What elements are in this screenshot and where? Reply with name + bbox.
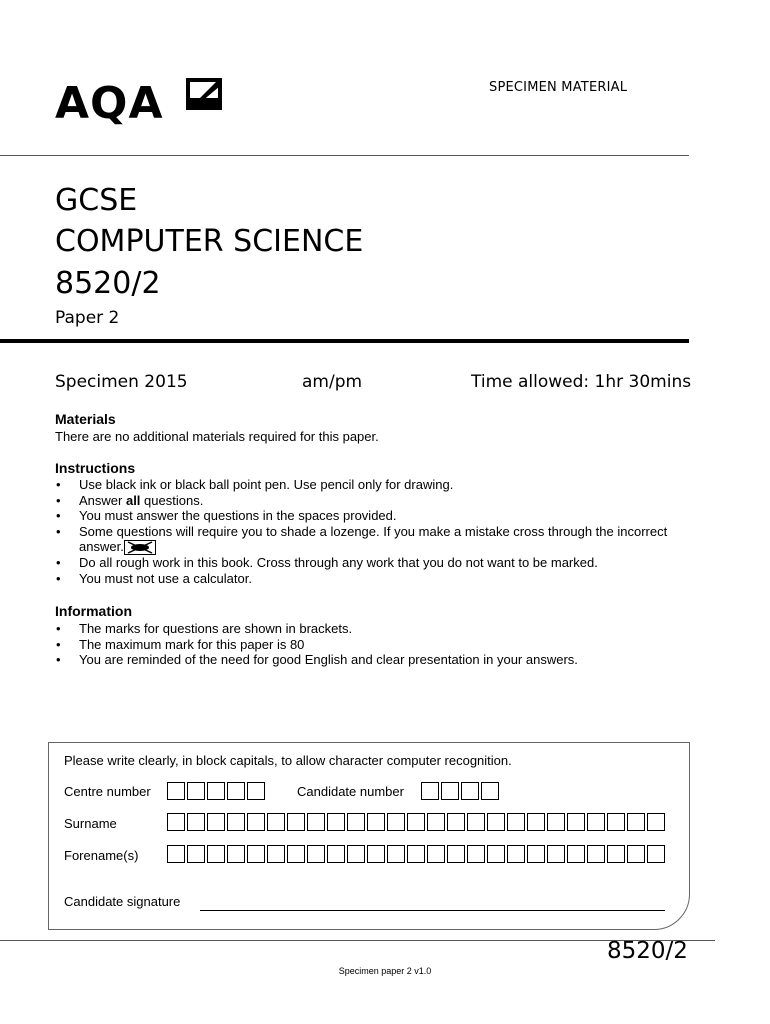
char-box[interactable] bbox=[187, 813, 205, 831]
char-box[interactable] bbox=[447, 813, 465, 831]
char-box[interactable] bbox=[587, 845, 605, 863]
char-box[interactable] bbox=[507, 845, 525, 863]
char-box[interactable] bbox=[247, 845, 265, 863]
char-box[interactable] bbox=[527, 813, 545, 831]
paper-number: Paper 2 bbox=[55, 308, 120, 328]
forename-field[interactable] bbox=[167, 845, 667, 863]
centre-number-field[interactable] bbox=[167, 782, 267, 800]
char-box[interactable] bbox=[227, 845, 245, 863]
form-intro: Please write clearly, in block capitals, to allow character computer recognition. bbox=[64, 753, 512, 768]
char-box[interactable] bbox=[427, 845, 445, 863]
char-box[interactable] bbox=[347, 813, 365, 831]
char-box[interactable] bbox=[307, 813, 325, 831]
char-box[interactable] bbox=[367, 845, 385, 863]
aqa-logo bbox=[55, 78, 225, 130]
list-item-text: Answer bbox=[79, 492, 126, 508]
char-box[interactable] bbox=[267, 813, 285, 831]
centre-number-label: Centre number bbox=[64, 784, 151, 799]
list-item: • Do all rough work in this book. Cross through any work that you do not want to be marked. bbox=[55, 555, 675, 571]
list-item-emphasis: all bbox=[125, 492, 141, 508]
logo-text: AQA bbox=[55, 78, 164, 129]
time-of-day: am/pm bbox=[302, 372, 363, 392]
candidate-number-label: Candidate number bbox=[297, 784, 404, 799]
char-box[interactable] bbox=[507, 813, 525, 831]
char-box[interactable] bbox=[427, 813, 445, 831]
information-list bbox=[55, 621, 675, 668]
materials-heading: Materials bbox=[55, 411, 116, 427]
char-box[interactable] bbox=[287, 813, 305, 831]
char-box[interactable] bbox=[187, 782, 205, 800]
header-divider bbox=[0, 155, 689, 156]
list-item-text: questions. bbox=[140, 492, 204, 508]
char-box[interactable] bbox=[441, 782, 459, 800]
char-box[interactable] bbox=[287, 845, 305, 863]
list-item bbox=[55, 493, 675, 509]
crossed-lozenge-icon bbox=[124, 540, 156, 555]
subject-title: COMPUTER SCIENCE bbox=[55, 224, 364, 259]
char-box[interactable] bbox=[567, 813, 585, 831]
list-item: • You are reminded of the need for good English and clear presentation in your answers. bbox=[55, 652, 675, 668]
paper-code: 8520/2 bbox=[607, 938, 688, 964]
session-label: Specimen 2015 bbox=[55, 372, 188, 392]
time-allowed: Time allowed: 1hr 30mins bbox=[471, 372, 692, 392]
char-box[interactable] bbox=[467, 813, 485, 831]
char-box[interactable] bbox=[207, 782, 225, 800]
signature-line[interactable] bbox=[200, 910, 665, 911]
char-box[interactable] bbox=[267, 845, 285, 863]
char-box[interactable] bbox=[347, 845, 365, 863]
char-box[interactable] bbox=[567, 845, 585, 863]
char-box[interactable] bbox=[307, 845, 325, 863]
list-item: • You must not use a calculator. bbox=[55, 571, 675, 587]
char-box[interactable] bbox=[167, 782, 185, 800]
materials-text: There are no additional materials required for this paper. bbox=[55, 429, 379, 444]
char-box[interactable] bbox=[461, 782, 479, 800]
signature-label: Candidate signature bbox=[64, 894, 181, 909]
char-box[interactable] bbox=[547, 845, 565, 863]
char-box[interactable] bbox=[207, 845, 225, 863]
logo-mark-icon bbox=[186, 78, 222, 110]
list-item: • You must answer the questions in the spaces provided. bbox=[55, 508, 675, 524]
char-box[interactable] bbox=[627, 813, 645, 831]
char-box[interactable] bbox=[487, 845, 505, 863]
char-box[interactable] bbox=[627, 845, 645, 863]
char-box[interactable] bbox=[407, 813, 425, 831]
forename-label: Forename(s) bbox=[64, 848, 139, 863]
title-divider bbox=[0, 339, 689, 343]
char-box[interactable] bbox=[167, 813, 185, 831]
char-box[interactable] bbox=[607, 813, 625, 831]
char-box[interactable] bbox=[647, 813, 665, 831]
char-box[interactable] bbox=[407, 845, 425, 863]
char-box[interactable] bbox=[387, 813, 405, 831]
candidate-number-field[interactable] bbox=[421, 782, 501, 800]
char-box[interactable] bbox=[327, 845, 345, 863]
char-box[interactable] bbox=[207, 813, 225, 831]
char-box[interactable] bbox=[447, 845, 465, 863]
list-item: • The marks for questions are shown in brackets. bbox=[55, 621, 675, 637]
version-label: Specimen paper 2 v1.0 bbox=[338, 966, 432, 976]
char-box[interactable] bbox=[167, 845, 185, 863]
char-box[interactable] bbox=[227, 813, 245, 831]
char-box[interactable] bbox=[227, 782, 245, 800]
char-box[interactable] bbox=[327, 813, 345, 831]
char-box[interactable] bbox=[481, 782, 499, 800]
list-item-text: Some questions will require you to shade a lozenge. If you make a mistake cross through the incorrect answer. bbox=[79, 523, 668, 555]
char-box[interactable] bbox=[387, 845, 405, 863]
list-item: • The maximum mark for this paper is 80 bbox=[55, 637, 675, 653]
char-box[interactable] bbox=[187, 845, 205, 863]
paper-code-title: 8520/2 bbox=[55, 266, 161, 301]
char-box[interactable] bbox=[527, 845, 545, 863]
char-box[interactable] bbox=[607, 845, 625, 863]
char-box[interactable] bbox=[647, 845, 665, 863]
specimen-label: SPECIMEN MATERIAL bbox=[489, 80, 628, 95]
surname-label: Surname bbox=[64, 816, 117, 831]
char-box[interactable] bbox=[367, 813, 385, 831]
char-box[interactable] bbox=[421, 782, 439, 800]
qualification-title: GCSE bbox=[55, 183, 138, 218]
char-box[interactable] bbox=[247, 782, 265, 800]
information-heading: Information bbox=[55, 603, 132, 619]
list-item: • Use black ink or black ball point pen. Use pencil only for drawing. bbox=[55, 477, 675, 493]
instructions-heading: Instructions bbox=[55, 460, 136, 476]
char-box[interactable] bbox=[547, 813, 565, 831]
instructions-list bbox=[55, 477, 675, 587]
char-box[interactable] bbox=[587, 813, 605, 831]
char-box[interactable] bbox=[467, 845, 485, 863]
surname-field[interactable] bbox=[167, 813, 667, 831]
list-item bbox=[55, 524, 675, 556]
char-box[interactable] bbox=[487, 813, 505, 831]
char-box[interactable] bbox=[247, 813, 265, 831]
